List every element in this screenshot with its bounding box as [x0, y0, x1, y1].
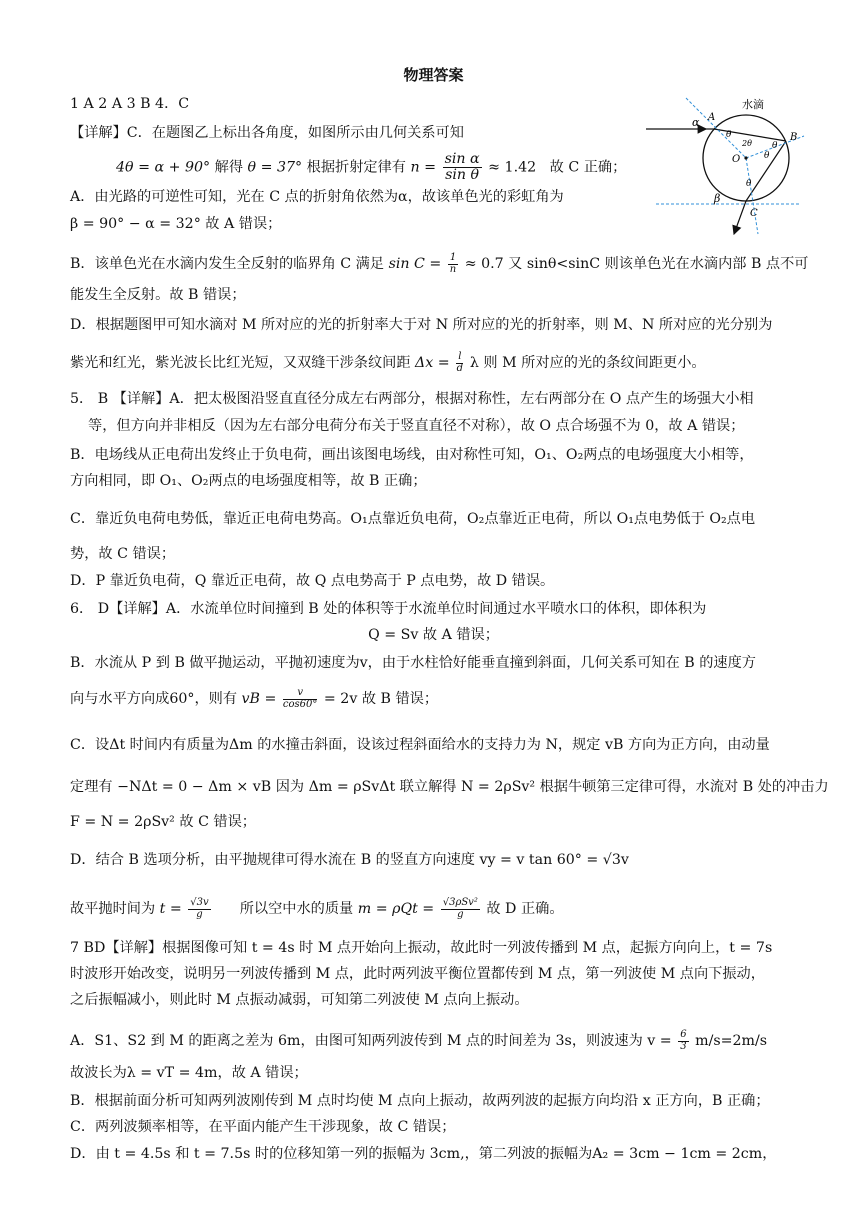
answers-line: 1 A 2 A 3 B 4．C: [70, 96, 190, 112]
q7-line-6: B．根据前面分析可知两列波刚传到 M 点时均使 M 点向上振动，故两列波的起振方向均沿 x 正方向，B 正确；: [70, 1093, 770, 1109]
q7-l4-fraction: [678, 1030, 688, 1052]
q7-line-3: 之后振幅减小，则此时 M 点振动减弱，可知第二列波使 M 点向上振动。: [70, 992, 529, 1008]
q5-line-7: D．P 靠近负电荷，Q 靠近正电荷，故 Q 点电势高于 P 点电势，故 D 错误。: [70, 573, 555, 589]
q4-frac-den: sin θ: [445, 166, 480, 183]
q7-l4-post: m/s=2m/s: [695, 1033, 768, 1049]
q4-b-post: ≈ 0.7 又 sinθ<sinC 则该单色光在水滴内部 B 点不可: [464, 256, 809, 272]
q4-b-pre: B．该单色光在水滴内发生全反射的临界角 C 满足: [70, 256, 385, 272]
q6-l4-num: v: [283, 688, 317, 700]
q4-d2-num: l: [458, 351, 462, 362]
q6-line-3: B．水流从 P 到 B 做平抛运动，平抛初速度为v，由于水柱恰好能垂直撞到斜面，几何关系可知在 B 的速度方: [70, 655, 756, 671]
label-alpha: α: [692, 116, 700, 129]
q7-line-7: C．两列波频率相等，在平面内能产生干涉现象，故 C 错误；: [70, 1119, 456, 1135]
q7-line-8: D．由 t = 4.5s 和 t = 7.5s 时的位移知第一列的振幅为 3cm,，第二列波的振幅为A₂ = 3cm − 1cm = 2cm，: [70, 1146, 777, 1162]
q4-eq-solve: 解得: [214, 159, 244, 176]
exit-ray: [734, 201, 746, 234]
water-droplet-diagram: [646, 96, 806, 238]
q4-a1: A．由光路的可逆性可知，光在 C 点的折射角依然为α，故该单色光的彩虹角为: [70, 189, 564, 205]
label-2theta: 2θ: [742, 139, 752, 148]
q4-d2-dx: Δx =: [415, 355, 450, 371]
q4-eq-theta: θ = 37°: [247, 159, 303, 176]
q5-line-4: 方向相同，即 O₁、O₂两点的电场强度相等，故 B 正确；: [70, 473, 427, 489]
label-beta: β: [714, 192, 721, 205]
q4-b-num: 1: [449, 252, 457, 263]
q6-l9-num2: √3ρSv²: [442, 897, 478, 908]
label-c: C: [750, 208, 758, 219]
q7-line-1: 7 BD【详解】根据图像可知 t = 4s 时 M 点开始向上振动，故此时一列波传播到 M 点，起振方向向上，t = 7s: [70, 940, 773, 956]
q4-eq-tail: 故 C 正确；: [549, 159, 627, 176]
center-dot: [744, 156, 747, 159]
q6-line-6: 定理有 −NΔt = 0 − Δm × vB 因为 Δm = ρSvΔt 联立解得 N = 2ρSv² 根据牛顿第三定律可得，水流对 B 处的冲击力: [70, 779, 829, 795]
label-o: O: [732, 154, 741, 165]
q4-d2-fraction: [456, 352, 463, 374]
q4-b-den: n: [449, 263, 457, 275]
q6-l9-mid: 所以空中水的质量: [239, 901, 354, 917]
q6-line-5: C．设Δt 时间内有质量为Δm 的水撞击斜面，设该过程斜面给水的支持力为 N，规定 vB 方向为正方向，由动量: [70, 737, 770, 753]
q4-d2-den: d: [456, 362, 463, 374]
q6-l9-pre: 故平抛时间为: [70, 901, 156, 917]
q7-line-4: [70, 1030, 767, 1052]
q4-intro: 【详解】C．在题图乙上标出各角度，如图所示由几何关系可知: [70, 125, 464, 141]
q4-eq-n: n =: [410, 159, 437, 176]
q7-line-2: 时波形开始改变，说明另一列波传播到 M 点，此时两列波平衡位置都传到 M 点，第一列波使 M 点向下振动，: [70, 966, 765, 982]
q6-l9-m: m = ρQt =: [357, 901, 435, 917]
q6-l9-post: 故 D 正确。: [486, 901, 564, 917]
q4-d1: D．根据题图甲可知水滴对 M 所对应的光的折射率大于对 N 所对应的光的折射率，则 M、N 所对应的光分别为: [70, 317, 773, 333]
normal-at-c: [746, 158, 758, 234]
q4-equation: [116, 152, 626, 183]
q4-a2: β = 90° − α = 32° 故 A 错误；: [70, 216, 282, 232]
q5-line-6: 势，故 C 错误；: [70, 546, 176, 562]
q6-l9-den: g: [196, 908, 203, 920]
q4-d2-post: λ 则 M 所对应的光的条纹间距更小。: [469, 355, 706, 371]
label-theta-a: θ: [726, 130, 732, 140]
q6-line-1: 6． D【详解】A．水流单位时间撞到 B 处的体积等于水流单位时间通过水平喷水口的体积，即体积为: [70, 601, 707, 617]
q7-line-5: 故波长为λ = vT = 4m，故 A 错误；: [70, 1065, 308, 1081]
q7-l4-num: 6: [680, 1029, 687, 1040]
q5-line-1: 5． B 【详解】A．把太极图沿竖直直径分成左右两部分，根据对称性，左右两部分在 O 点产生的场强大小相: [70, 391, 754, 407]
q6-line-9: [70, 898, 564, 920]
q6-l9-fraction-m: [441, 898, 480, 920]
q6-l4-den: cos60°: [282, 698, 318, 710]
q4-d2-pre: 紫光和红光，紫光波长比红光短，又双缝干涉条纹间距: [70, 355, 411, 371]
q6-l4-vb: vB =: [241, 691, 277, 707]
q4-b1: [70, 253, 808, 275]
q4-eq-approx: ≈ 1.42: [488, 159, 537, 176]
q5-line-5: C．靠近负电荷电势低，靠近正电荷电势高。O₁点靠近负电荷，O₂点靠近正电荷，所以 O₁点电势低于 O₂点电: [70, 511, 756, 527]
q4-eq-mid: 根据折射定律有: [306, 159, 406, 176]
q6-line-7: F = N = 2ρSv² 故 C 错误；: [70, 814, 256, 830]
q4-b-sin: sin C =: [388, 256, 442, 272]
q5-line-3: B．电场线从正电荷出发终止于负电荷，画出该图电场线，由对称性可知，O₁、O₂两点的电场强度大小相等，: [70, 447, 754, 463]
q4-d2: [70, 352, 706, 374]
diagram-title: 水滴: [742, 98, 764, 111]
label-theta-c: θ: [746, 179, 752, 189]
page-title: 物理答案: [403, 66, 464, 84]
q7-l4-den: 3: [680, 1040, 687, 1052]
q6-l9-t: t =: [159, 901, 182, 917]
q4-b2: 能发生全反射。故 B 错误；: [70, 287, 246, 303]
q4-eq-lhs: 4θ = α + 90°: [116, 159, 211, 176]
q6-l9-den2: g: [457, 908, 464, 920]
q6-l4-post: = 2v 故 B 错误；: [323, 691, 439, 707]
q6-l9-num: √3v: [190, 897, 209, 908]
q5-line-2: 等，但方向并非相反（因为左右部分电荷分布关于竖直直径不对称），故 O 点合场强不为 0，故 A 错误；: [88, 418, 745, 434]
q6-l4-fraction: [283, 688, 317, 710]
q6-line-2: Q = Sv 故 A 错误；: [368, 627, 499, 643]
label-b: B: [790, 132, 798, 143]
q4-b-fraction: [448, 253, 458, 275]
q4-fraction: [443, 152, 482, 183]
q6-line-8: D．结合 B 选项分析，由平抛规律可得水流在 B 的竖直方向速度 vy = v tan 60° = √3v: [70, 852, 629, 868]
label-theta-b1: θ: [772, 141, 778, 151]
label-theta-b2: θ: [764, 151, 770, 161]
q6-line-4: [70, 688, 438, 710]
q6-l9-fraction-t: [188, 898, 210, 920]
q7-l4-pre: A．S1、S2 到 M 的距离之差为 6m，由图可知两列波传到 M 点的时间差为 3s，则波速为 v =: [70, 1033, 672, 1049]
label-a: A: [708, 112, 716, 123]
q6-l4-pre: 向与水平方向成60°，则有: [70, 691, 238, 707]
q4-frac-num: sin α: [444, 151, 480, 167]
